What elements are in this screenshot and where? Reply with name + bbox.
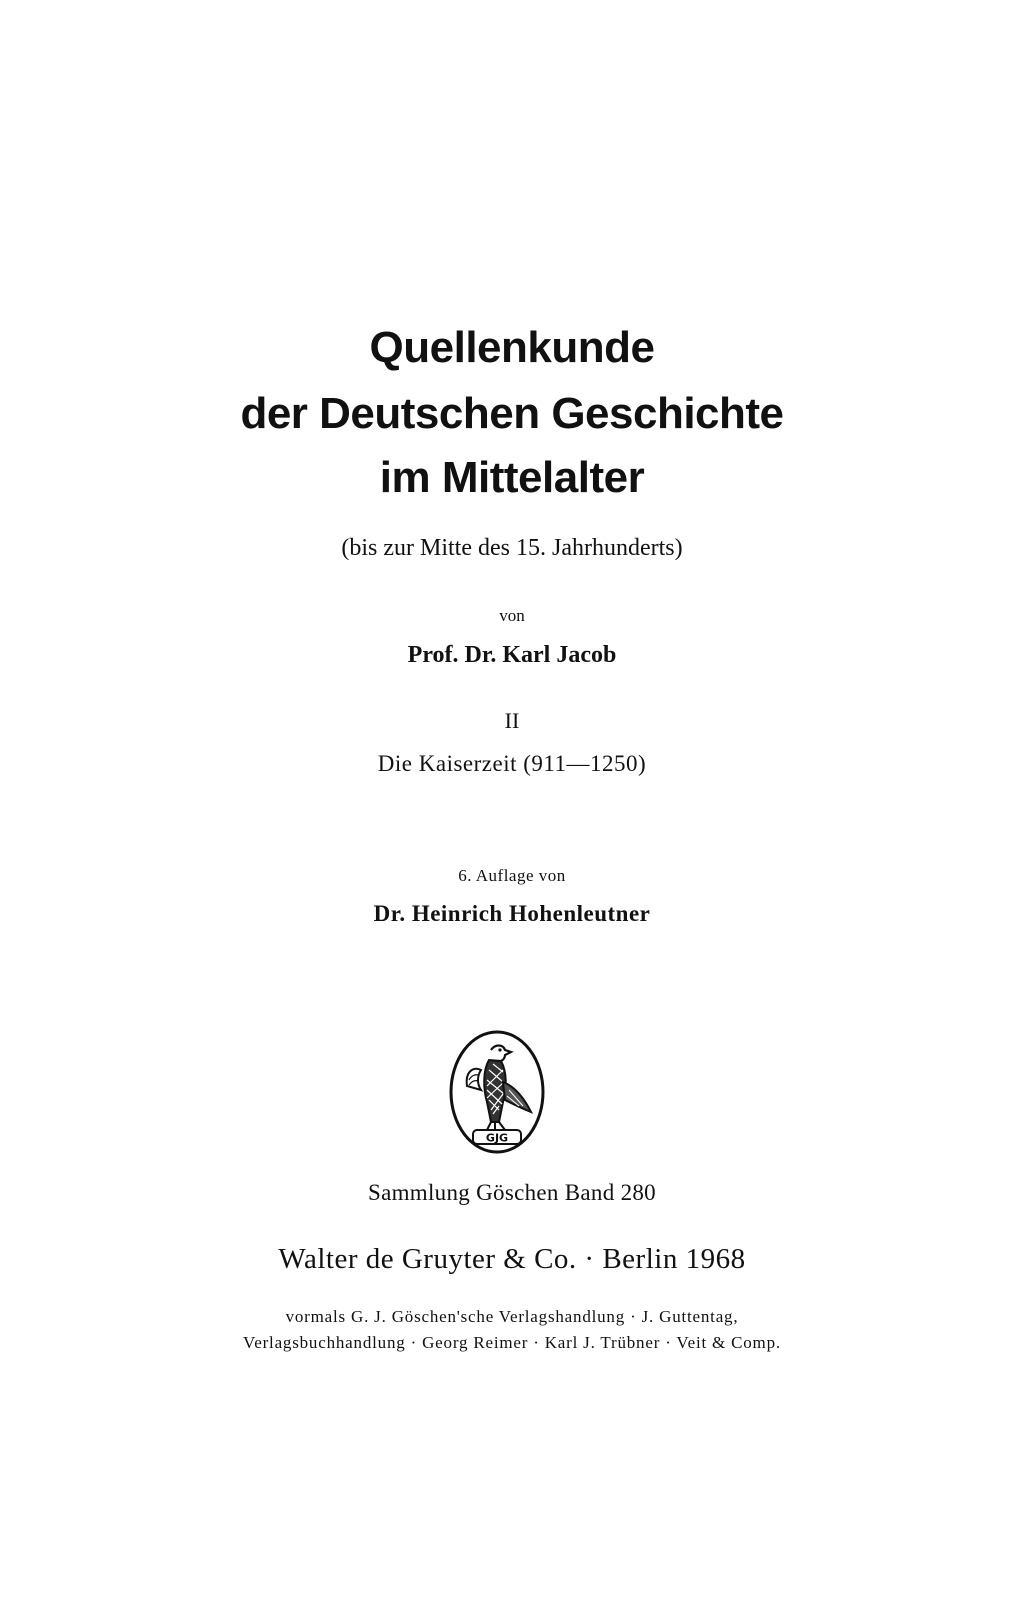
editor-name: Dr. Heinrich Hohenleutner <box>373 901 651 926</box>
book-title-line-3: im Mittelalter <box>379 453 645 502</box>
volume-number: II <box>504 708 520 733</box>
book-title-line-1: Quellenkunde <box>369 323 655 372</box>
eagle-emblem-icon <box>447 1030 547 1158</box>
edition-label: 6. Auflage von <box>458 866 566 885</box>
book-title-line-2: der Deutschen Geschichte <box>240 389 784 438</box>
by-label: von <box>499 606 525 625</box>
volume-title: Die Kaiserzeit (911—1250) <box>377 751 647 776</box>
former-publishers-line-2: Verlagsbuchhandlung · Georg Reimer · Karl J. Trübner · Veit & Comp. <box>243 1333 781 1352</box>
former-publishers-line-1: vormals G. J. Göschen'sche Verlagshandlung · J. Guttentag, <box>285 1307 739 1326</box>
publisher-imprint: Walter de Gruyter & Co. · Berlin 1968 <box>278 1243 746 1275</box>
series-info: Sammlung Göschen Band 280 <box>368 1180 656 1205</box>
logo-monogram: GJG <box>485 1131 509 1145</box>
author-name: Prof. Dr. Karl Jacob <box>407 642 617 668</box>
book-subtitle: (bis zur Mitte des 15. Jahrhunderts) <box>341 535 683 561</box>
